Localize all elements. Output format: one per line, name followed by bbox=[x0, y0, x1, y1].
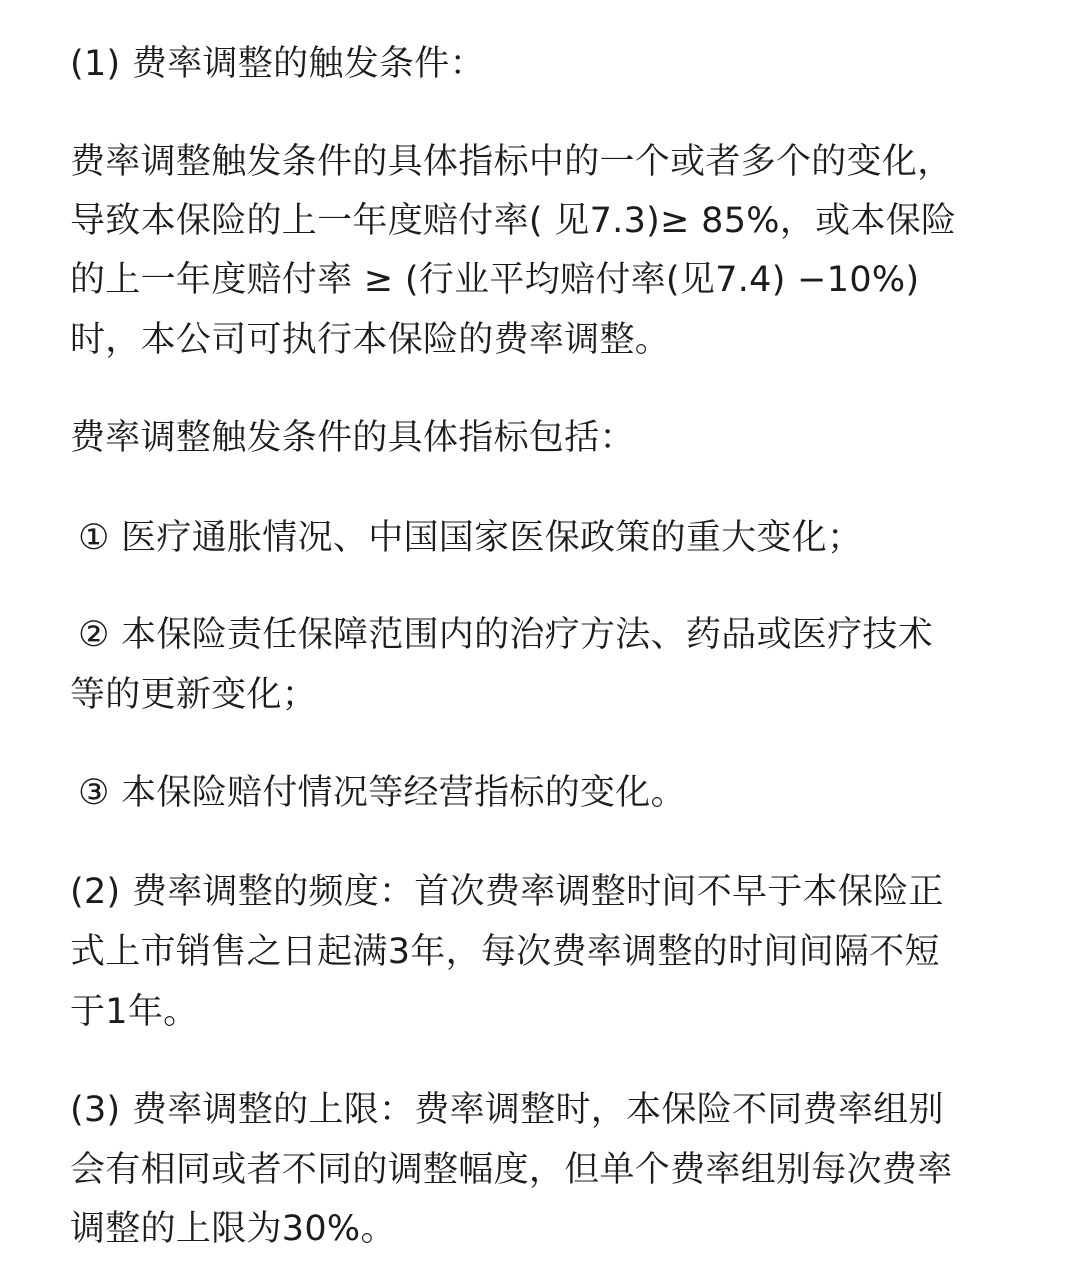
section-2-line-2: 式上市销售之日起满3年，每次费率调整的时间间隔不短 bbox=[70, 932, 940, 972]
list-item-2-line-1: ② 本保险责任保障范围内的治疗方法、药品或医疗技术 bbox=[78, 615, 934, 655]
paragraph-2: 费率调整触发条件的具体指标包括： bbox=[70, 418, 635, 458]
paragraph-1-line-2: 导致本保险的上一年度赔付率( 见7.3)≥ 85%，或本保险 bbox=[70, 201, 957, 241]
section-3-line-1: (3) 费率调整的上限：费率调整时，本保险不同费率组别 bbox=[70, 1090, 944, 1130]
paragraph-1-line-1: 费率调整触发条件的具体指标中的一个或者多个的变化， bbox=[70, 142, 953, 182]
paragraph-1-line-4: 时，本公司可执行本保险的费率调整。 bbox=[70, 320, 671, 360]
section-1-title: (1) 费率调整的触发条件： bbox=[70, 44, 485, 84]
section-2-line-3: 于1年。 bbox=[70, 992, 199, 1032]
section-2-line-1: (2) 费率调整的频度：首次费率调整时间不早于本保险正 bbox=[70, 872, 944, 912]
list-item-2-line-2: 等的更新变化； bbox=[70, 675, 318, 715]
paragraph-1-line-3: 的上一年度赔付率 ≥ (行业平均赔付率(见7.4) −10%) bbox=[70, 260, 920, 300]
section-3-line-3: 调整的上限为30%。 bbox=[70, 1209, 396, 1249]
list-item-1: ① 医疗通胀情况、中国国家医保政策的重大变化； bbox=[78, 518, 863, 558]
section-3-line-2: 会有相同或者不同的调整幅度，但单个费率组别每次费率 bbox=[70, 1150, 953, 1190]
list-item-3: ③ 本保险赔付情况等经营指标的变化。 bbox=[78, 773, 686, 813]
